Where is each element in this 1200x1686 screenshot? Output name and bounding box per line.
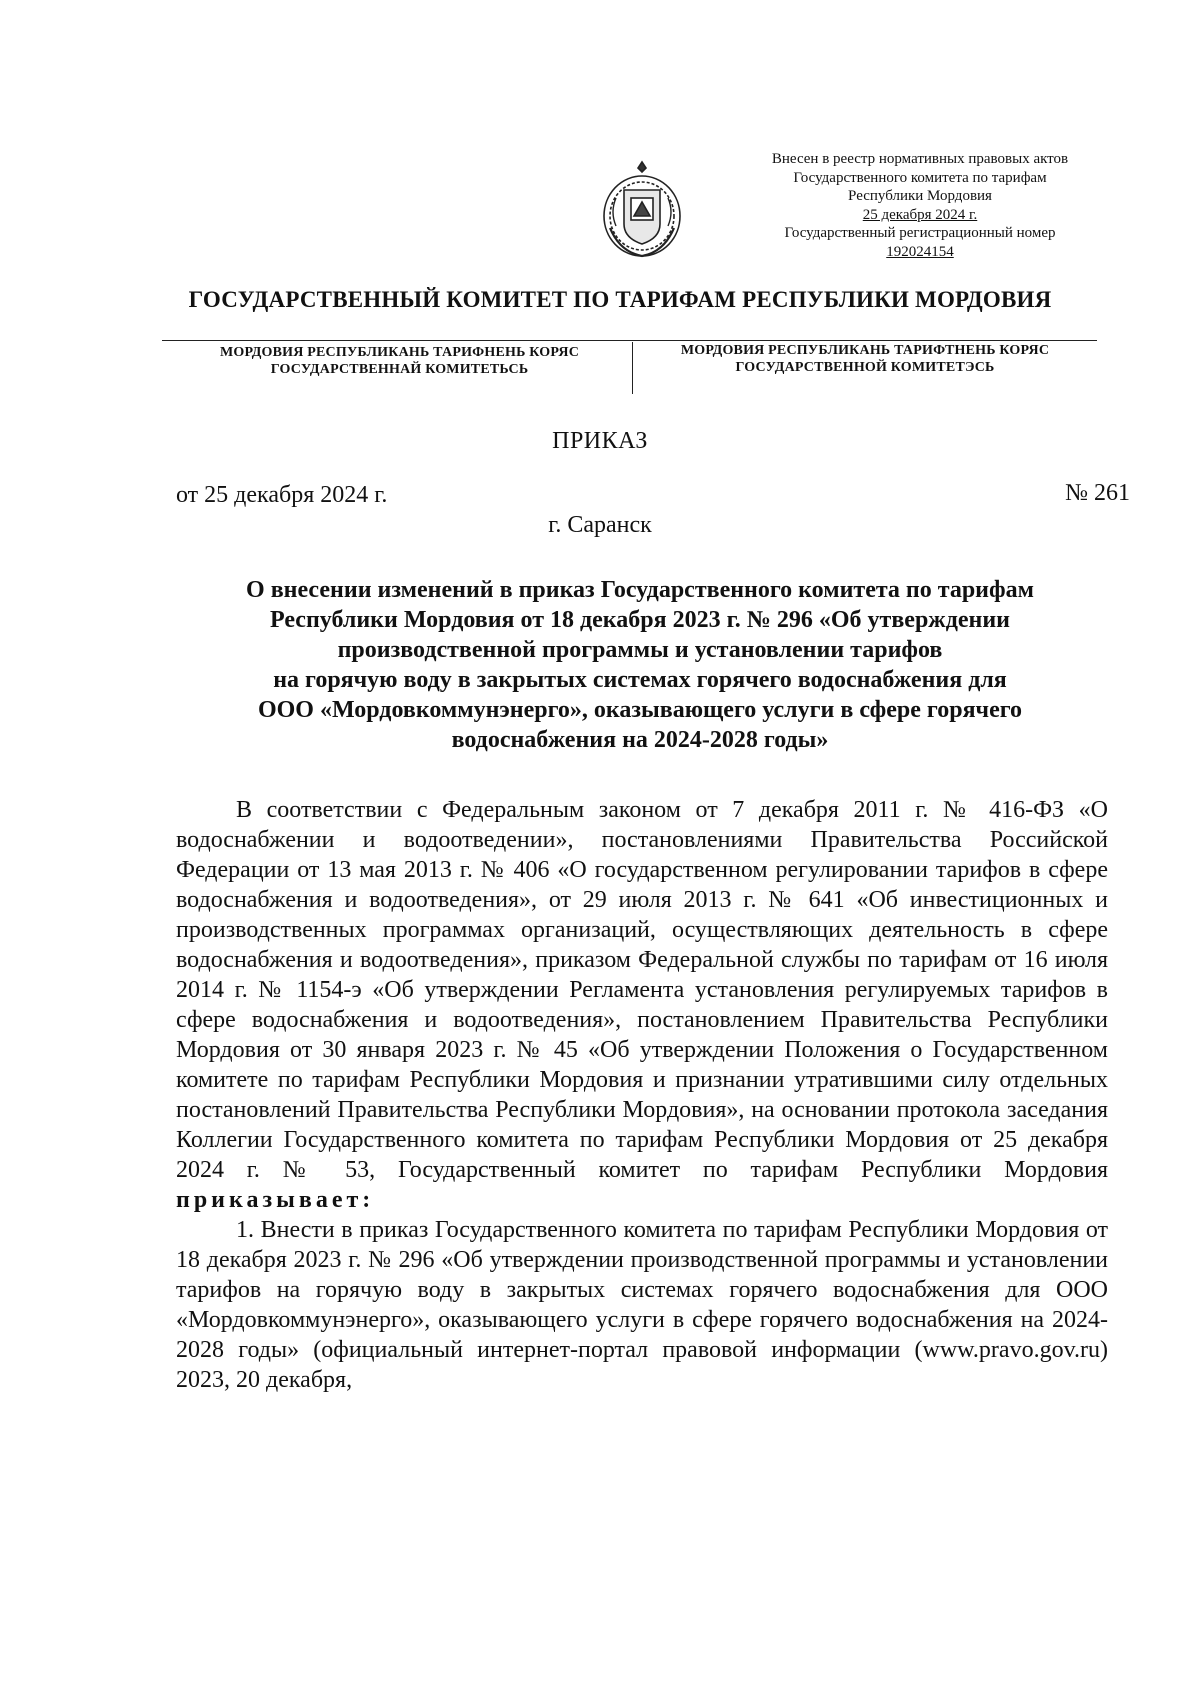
document-number: № 261 xyxy=(1065,480,1130,506)
org-title-moksha xyxy=(172,344,627,378)
preamble-paragraph xyxy=(176,795,1108,1215)
preamble-text: В соответствии с Федеральным законом от 7 декабря 2011 г. № 416-ФЗ «О водоснабжении и водоотведении», постановлениями Правительства Российской Федерации от 13 мая 2013 г. № 406 «О государственном регулировании тарифов в сфере водоснабжения и водоотведения», от 29 июля 2013 г. № 641 «Об инвестиционных и производственных программах организаций, осуществляющих деятельность в сфере водоснабжения и водоотведения», приказом Федеральной службы по тарифам от 16 июля 2014 г. № 1154-э «Об утверждении Регламента установления регулируемых тарифов в сфере водоснабжения и водоотведения», постановлением Правительства Республики Мордовия от 30 января 2023 г. № 45 «Об утверждении Положения о Государственном комитете по тарифам Республики Мордовия и признании утратившими силу отдельных постановлений Правительства Республики Мордовия», на основании протокола заседания Коллегии Государственного комитета по тарифам Республики Мордовия от 25 декабря 2024 г. № 53, Государственный комитет по тарифам Республики Мордовия xyxy=(176,797,1108,1183)
org-title-erzya xyxy=(640,342,1090,376)
document-body xyxy=(176,795,1108,1395)
subject-line: производственной программы и установлении тарифов xyxy=(337,637,943,663)
item-1-paragraph: 1. Внести в приказ Государственного комитета по тарифам Республики Мордовия от 18 декабря 2023 г. № 296 «Об утверждении производственной программы и установлении тарифов на горячую воду в закрытых системах горячего водоснабжения для ООО «Мордовкоммунэнерго», оказывающего услуги в сфере горячего водоснабжения на 2024-2028 годы» (официальный интернет-портал правовой информации (www.pravo.gov.ru) 2023, 20 декабря, xyxy=(176,1217,1108,1393)
org-title-moksha-line: МОРДОВИЯ РЕСПУБЛИКАНЬ ТАРИФНЕНЬ КОРЯС xyxy=(219,345,580,360)
orders-word: приказывает: xyxy=(176,1187,375,1213)
header-divider xyxy=(162,340,1097,341)
document-city: г. Саранск xyxy=(548,512,652,538)
header-vertical-divider xyxy=(632,342,633,394)
org-title-moksha-line: ГОСУДАРСТВЕННАЙ КОМИТЕТЬСЬ xyxy=(270,362,529,377)
document-date: от 25 декабря 2024 г. xyxy=(176,482,388,508)
org-title-erzya-line: ГОСУДАРСТВЕННОЙ КОМИТЕТЭСЬ xyxy=(735,360,995,375)
registry-line: Республики Мордовия xyxy=(848,188,992,204)
registry-number: 192024154 xyxy=(886,243,954,260)
registry-line: Государственный регистрационный номер xyxy=(784,225,1056,241)
subject-line: ООО «Мордовкоммунэнерго», оказывающего услуги в сфере горячего xyxy=(257,697,1023,723)
org-title: ГОСУДАРСТВЕННЫЙ КОМИТЕТ ПО ТАРИФАМ РЕСПУБЛИКИ МОРДОВИЯ xyxy=(188,287,1052,312)
registry-note xyxy=(720,150,1120,261)
org-title-erzya-line: МОРДОВИЯ РЕСПУБЛИКАНЬ ТАРИФТНЕНЬ КОРЯС xyxy=(680,343,1050,358)
subject-line: О внесении изменений в приказ Государственного комитета по тарифам xyxy=(246,577,1034,603)
subject-line: водоснабжения на 2024-2028 годы» xyxy=(451,727,829,753)
registry-date: 25 декабря 2024 г. xyxy=(862,206,978,223)
document-subject xyxy=(170,575,1110,755)
subject-line: Республики Мордовия от 18 декабря 2023 г. № 296 «Об утверждении xyxy=(270,607,1010,633)
document-type: ПРИКАЗ xyxy=(552,428,648,454)
coat-of-arms-emblem xyxy=(598,158,686,262)
registry-line: Государственного комитета по тарифам xyxy=(793,169,1047,186)
registry-line: Внесен в реестр нормативных правовых актов xyxy=(771,151,1069,167)
subject-line: на горячую воду в закрытых системах горячего водоснабжения для xyxy=(273,667,1007,693)
